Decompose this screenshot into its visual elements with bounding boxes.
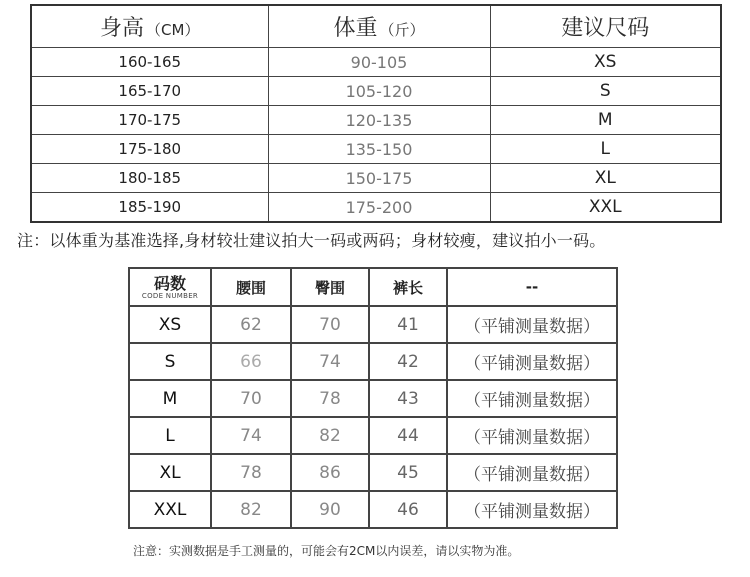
hip-header: 臀围 <box>291 268 369 306</box>
table-row <box>129 491 617 528</box>
weight-cell: 150-175 <box>268 164 490 193</box>
size-cell: XL <box>490 164 721 193</box>
length-cell: 42 <box>369 343 447 380</box>
height-header-label: 身高 <box>100 16 145 41</box>
size-cell: XL <box>129 454 211 491</box>
measurement-disclaimer-note: 注意：实测数据是手工测量的，可能会有2CM以内误差，请以实物为准。 <box>133 544 520 558</box>
size-cell: M <box>129 380 211 417</box>
length-cell: 41 <box>369 306 447 343</box>
size-cell: XXL <box>129 491 211 528</box>
table-row <box>129 343 617 380</box>
hip-cell: 86 <box>291 454 369 491</box>
waist-cell: 78 <box>211 454 291 491</box>
weight-cell: 120-135 <box>268 106 490 135</box>
size-cell: XXL <box>490 193 721 223</box>
height-cell: 160-165 <box>31 48 268 77</box>
size-recommendation-table <box>30 4 722 223</box>
waist-cell: 66 <box>211 343 291 380</box>
hip-cell: 74 <box>291 343 369 380</box>
size-cell: S <box>129 343 211 380</box>
weight-cell: 135-150 <box>268 135 490 164</box>
table-row <box>31 48 721 77</box>
measurement-note-cell: （平铺测量数据） <box>447 417 617 454</box>
measurement-table <box>128 267 618 529</box>
height-cell: 180-185 <box>31 164 268 193</box>
height-header-unit: （CM） <box>146 21 200 39</box>
waist-cell: 74 <box>211 417 291 454</box>
code-number-label: 码数 <box>153 274 186 293</box>
weight-cell: 105-120 <box>268 77 490 106</box>
table-row <box>129 417 617 454</box>
waist-header: 腰围 <box>211 268 291 306</box>
waist-cell: 62 <box>211 306 291 343</box>
height-cell: 175-180 <box>31 135 268 164</box>
waist-cell: 70 <box>211 380 291 417</box>
table-header-row <box>31 5 721 48</box>
hip-cell: 78 <box>291 380 369 417</box>
table-row <box>129 306 617 343</box>
weight-cell: 175-200 <box>268 193 490 223</box>
length-cell: 45 <box>369 454 447 491</box>
table-row <box>31 77 721 106</box>
size-cell: S <box>490 77 721 106</box>
table-row <box>31 135 721 164</box>
suggested-size-header: 建议尺码 <box>490 5 721 48</box>
table-row <box>31 106 721 135</box>
measurement-note-cell: （平铺测量数据） <box>447 306 617 343</box>
measurement-note-cell: （平铺测量数据） <box>447 454 617 491</box>
size-cell: L <box>129 417 211 454</box>
hip-cell: 70 <box>291 306 369 343</box>
size-cell: L <box>490 135 721 164</box>
length-cell: 43 <box>369 380 447 417</box>
length-cell: 46 <box>369 491 447 528</box>
weight-header <box>268 5 490 48</box>
size-cell: XS <box>490 48 721 77</box>
table-row <box>129 380 617 417</box>
length-header: 裤长 <box>369 268 447 306</box>
table-row <box>129 454 617 491</box>
measurement-note-cell: （平铺测量数据） <box>447 380 617 417</box>
length-cell: 44 <box>369 417 447 454</box>
height-header <box>31 5 268 48</box>
code-number-sublabel: CODE NUMBER <box>141 292 199 300</box>
height-cell: 170-175 <box>31 106 268 135</box>
table-header-row <box>129 268 617 306</box>
code-number-header <box>129 268 211 306</box>
hip-cell: 82 <box>291 417 369 454</box>
measurement-note-cell: （平铺测量数据） <box>447 491 617 528</box>
table-row <box>31 164 721 193</box>
waist-cell: 82 <box>211 491 291 528</box>
extra-header: -- <box>447 268 617 306</box>
hip-cell: 90 <box>291 491 369 528</box>
weight-cell: 90-105 <box>268 48 490 77</box>
size-cell: XS <box>129 306 211 343</box>
measurement-note-cell: （平铺测量数据） <box>447 343 617 380</box>
height-cell: 185-190 <box>31 193 268 223</box>
weight-header-label: 体重 <box>333 16 378 41</box>
table-row <box>31 193 721 223</box>
size-cell: M <box>490 106 721 135</box>
weight-header-unit: （斤） <box>379 21 425 39</box>
size-selection-note: 注：以体重为基准选择,身材较壮建议拍大一码或两码；身材较瘦，建议拍小一码。 <box>17 231 606 250</box>
height-cell: 165-170 <box>31 77 268 106</box>
